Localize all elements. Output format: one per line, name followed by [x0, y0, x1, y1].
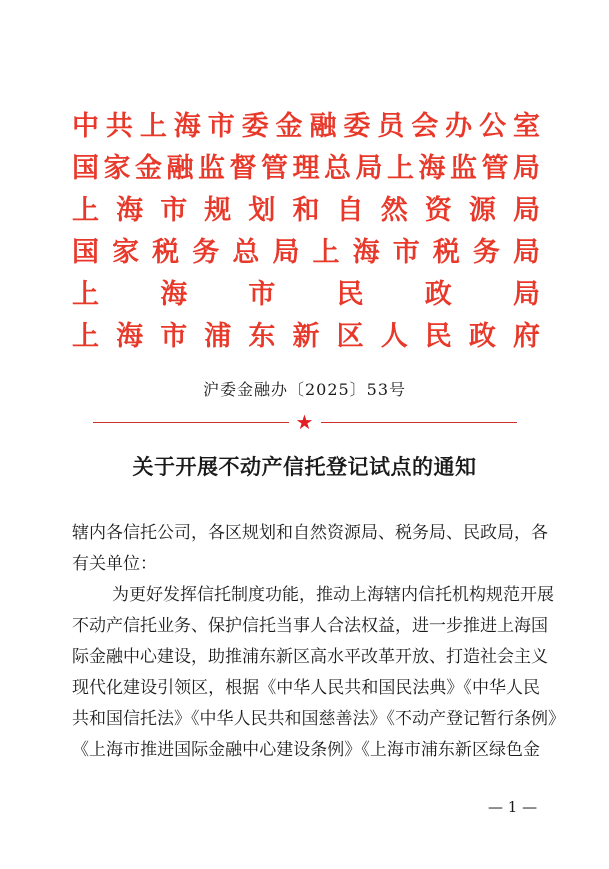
red-divider: [0, 410, 609, 434]
issuer-line: 国家金融监督管理总局上海监管局: [72, 153, 540, 184]
body-line: 有关单位：: [72, 554, 157, 574]
issuer-line: 上海市民政局: [72, 279, 540, 310]
document-body: [72, 518, 565, 766]
body-line: 不动产信托业务、保护信托当事人合法权益，进一步推进上海国: [72, 616, 548, 636]
issuer-line: 上海市浦东新区人民政府: [72, 321, 540, 352]
page-number: — 1 —: [488, 798, 538, 816]
star-icon: ★: [295, 410, 314, 434]
body-line: 共和国信托法》《中华人民共和国慈善法》《不动产登记暂行条例》: [72, 709, 565, 729]
document-number: 沪委金融办〔2025〕53号: [202, 380, 407, 399]
issuing-authorities: [72, 106, 540, 358]
issuer-line: 中共上海市委金融委员会办公室: [72, 111, 540, 142]
divider-right: [321, 422, 517, 423]
document-title: 关于开展不动产信托登记试点的通知: [132, 454, 477, 479]
body-line: 际金融中心建设，助推浦东新区高水平改革开放、打造社会主义: [72, 647, 548, 667]
issuer-line: 国家税务总局上海市税务局: [72, 237, 540, 268]
issuer-line: 上海市规划和自然资源局: [72, 195, 540, 226]
body-line: 《上海市推进国际金融中心建设条例》《上海市浦东新区绿色金: [72, 740, 540, 760]
body-line: 为更好发挥信托制度功能，推动上海辖内信托机构规范开展: [112, 585, 554, 605]
divider-left: [93, 422, 289, 423]
body-line: 现代化建设引领区，根据《中华人民共和国民法典》《中华人民: [72, 678, 540, 698]
body-line: 辖内各信托公司，各区规划和自然资源局、税务局、民政局，各: [72, 523, 548, 543]
